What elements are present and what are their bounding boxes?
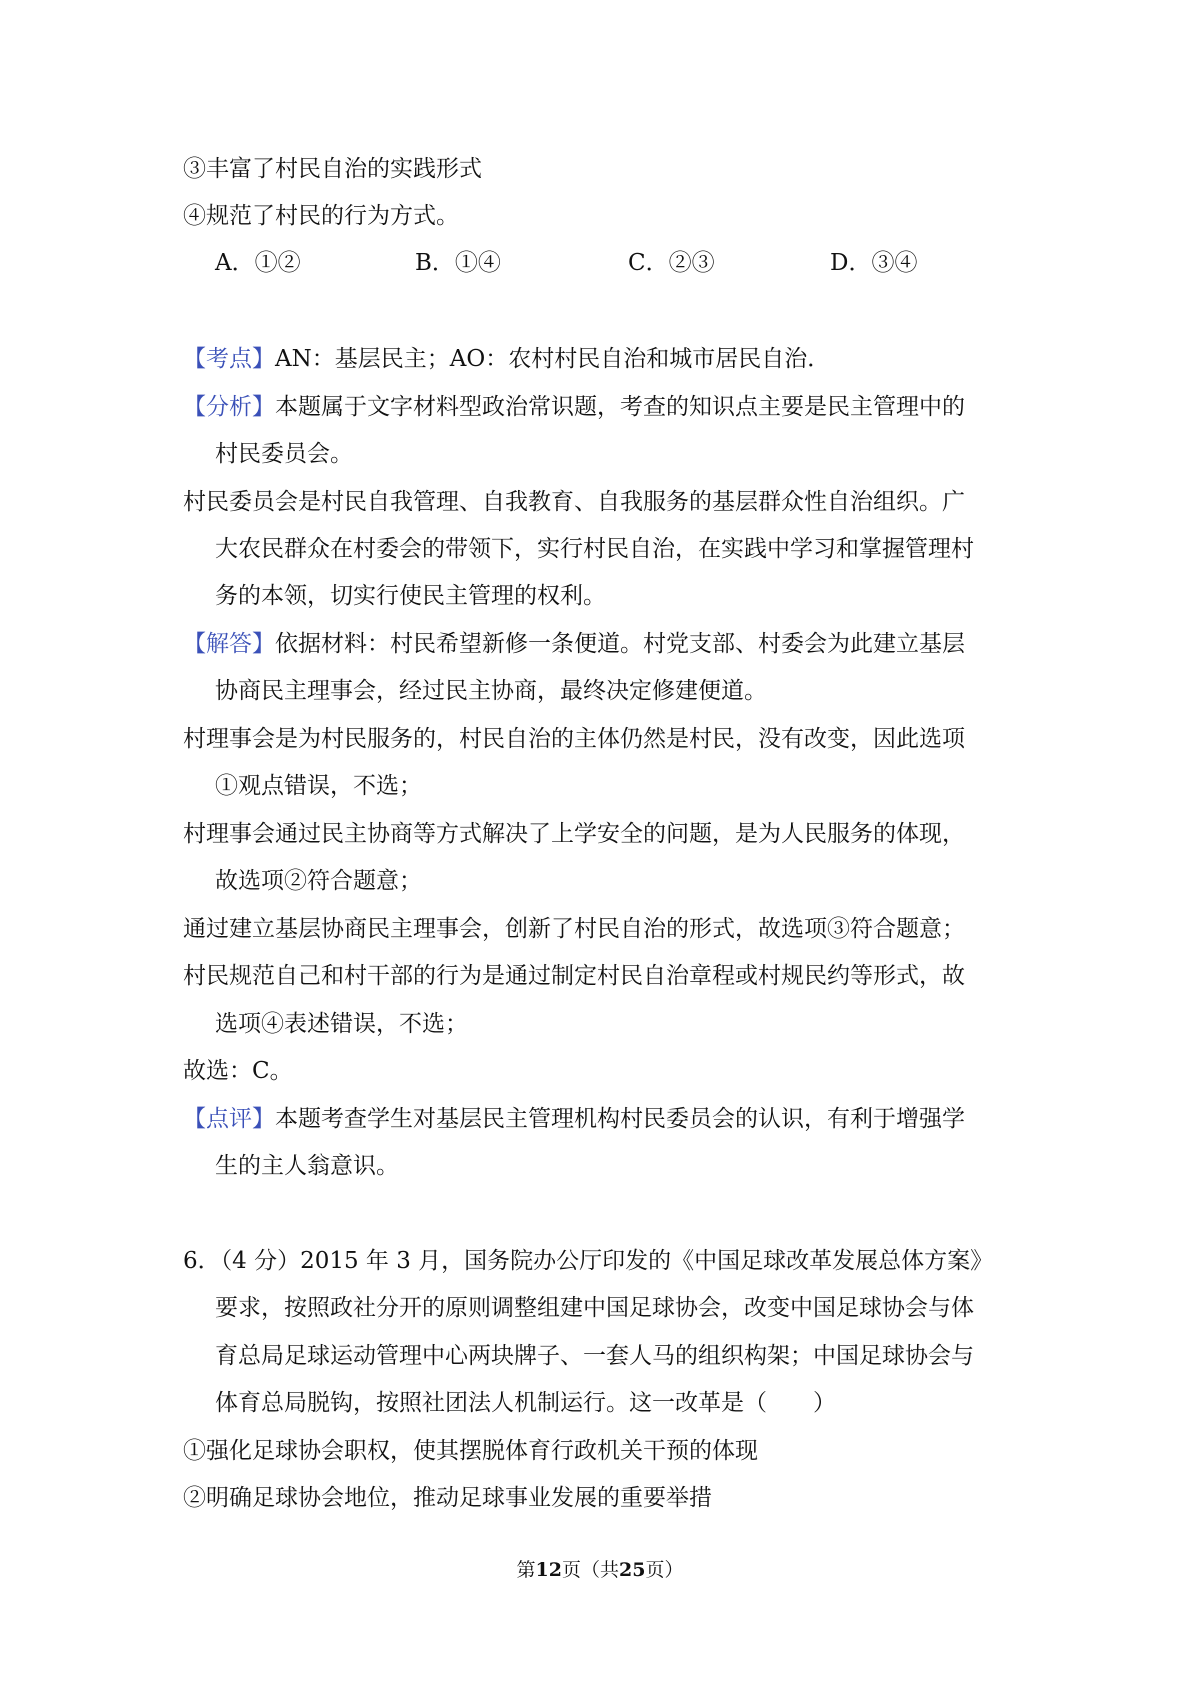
jieda-line	[183, 629, 965, 659]
para1-line-3: 务的本领，切实行使民主管理的权利。	[215, 583, 606, 609]
para5-line-2: 选项④表述错误，不选；	[215, 1011, 468, 1037]
choice-a: A．①②	[215, 250, 301, 276]
page-footer	[0, 1558, 1200, 1582]
para5-line-1: 村民规范自己和村干部的行为是通过制定村民自治章程或村规民约等形式，故	[183, 963, 965, 989]
fenxi-text: 本题属于文字材料型政治常识题，考查的知识点主要是民主管理中的	[275, 394, 965, 420]
answer-choices	[0, 248, 1200, 278]
para3-line-2: 故选项②符合题意；	[215, 868, 422, 894]
answer-line: 故选：C。	[183, 1058, 293, 1084]
question6-line-2: 要求，按照政社分开的原则调整组建中国足球协会，改变中国足球协会与体	[215, 1295, 974, 1321]
fenxi-line-2: 村民委员会。	[215, 441, 353, 467]
dianping-text: 本题考查学生对基层民主管理机构村民委员会的认识，有利于增强学	[275, 1106, 965, 1132]
para2-line-1: 村理事会是为村民服务的，村民自治的主体仍然是村民，没有改变，因此选项	[183, 726, 965, 752]
para3-line-1: 村理事会通过民主协商等方式解决了上学安全的问题，是为人民服务的体现，	[183, 821, 965, 847]
choice-d: D．③④	[830, 250, 918, 276]
para2-line-2: ①观点错误，不选；	[215, 773, 422, 799]
para4-line-1: 通过建立基层协商民主理事会，创新了村民自治的形式，故选项③符合题意；	[183, 916, 965, 942]
dianping-line-2: 生的主人翁意识。	[215, 1153, 399, 1179]
option-3: ③丰富了村民自治的实践形式	[183, 156, 482, 182]
para1-line-1: 村民委员会是村民自我管理、自我教育、自我服务的基层群众性自治组织。广	[183, 489, 965, 515]
question6-line-1: 6．（4 分）2015 年 3 月，国务院办公厅印发的《中国足球改革发展总体方案》	[183, 1248, 994, 1274]
choice-c: C．②③	[628, 250, 715, 276]
dianping-line	[183, 1104, 965, 1134]
jieda-tag: 【解答】	[183, 631, 275, 657]
option-4: ④规范了村民的行为方式。	[183, 203, 459, 229]
kaodian-line	[183, 344, 830, 374]
kaodian-text: AN：基层民主；AO：农村村民自治和城市居民自治．	[275, 346, 831, 372]
footer-total-pages: 25	[619, 1559, 646, 1581]
jieda-text: 依据材料：村民希望新修一条便道。村党支部、村委会为此建立基层	[275, 631, 965, 657]
jieda-line-2: 协商民主理事会，经过民主协商，最终决定修建便道。	[215, 678, 767, 704]
question6-line-4: 体育总局脱钩，按照社团法人机制运行。这一改革是（ ）	[215, 1390, 836, 1416]
dianping-tag: 【点评】	[183, 1106, 275, 1132]
choice-b: B．①④	[415, 250, 501, 276]
question6-option-2: ②明确足球协会地位，推动足球事业发展的重要举措	[183, 1485, 712, 1511]
footer-page-number: 12	[535, 1559, 562, 1581]
footer-middle: 页（共	[561, 1559, 619, 1581]
fenxi-line	[183, 392, 965, 422]
fenxi-tag: 【分析】	[183, 394, 275, 420]
question6-option-1: ①强化足球协会职权，使其摆脱体育行政机关干预的体现	[183, 1438, 758, 1464]
para1-line-2: 大农民群众在村委会的带领下，实行村民自治，在实践中学习和掌握管理村	[215, 536, 974, 562]
footer-suffix: 页）	[645, 1559, 684, 1581]
kaodian-tag: 【考点】	[183, 346, 275, 372]
question6-line-3: 育总局足球运动管理中心两块牌子、一套人马的组织构架；中国足球协会与	[215, 1343, 974, 1369]
footer-prefix: 第	[516, 1559, 536, 1581]
